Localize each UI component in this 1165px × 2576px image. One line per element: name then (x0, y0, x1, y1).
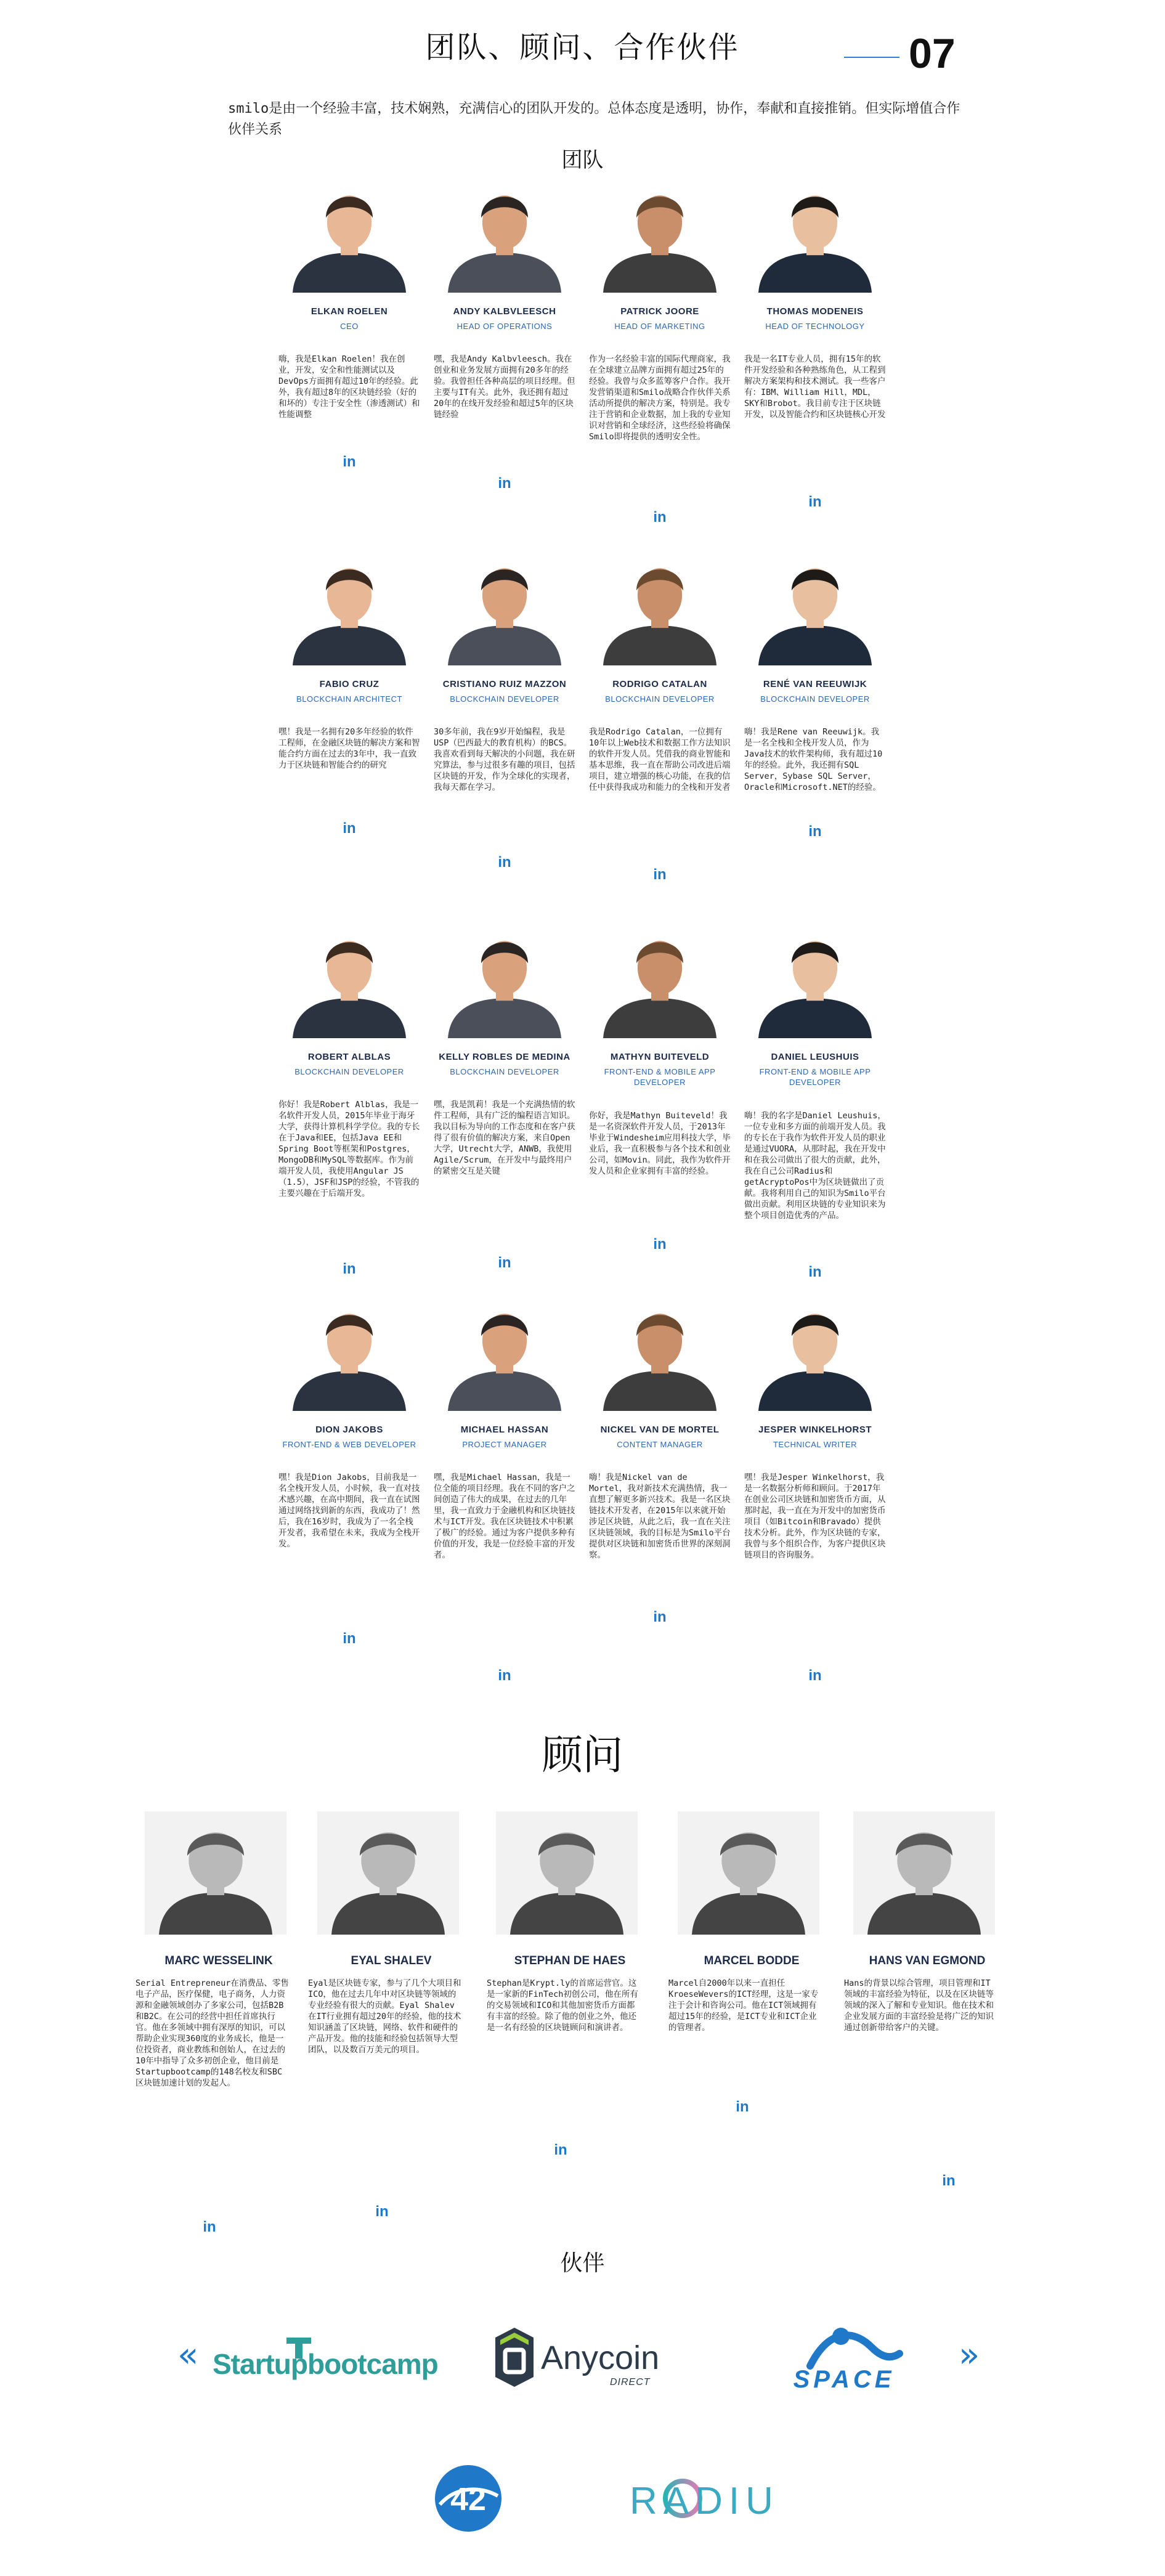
team-member-role: TECHNICAL WRITER (773, 1440, 858, 1449)
team-member-role: FRONT-END & MOBILE APP DEVELOPER (759, 1067, 871, 1087)
team-member-photo (757, 921, 874, 1038)
linkedin-icon[interactable]: in (343, 1630, 356, 1647)
team-member-bio: 你好！我是Robert Alblas，我是一名软件开发人员，2015年毕业于海牙大学，获得计算机科学学位。我的专长在于Java和EE，包括Java EE和Spring Boot等框架和Postgres，MongoDB和MySQL等数据库。作为前端开发人员，我使用Angular JS（1.5），JSF和JSP的经验，不管我的主要兴趣在于后端开发。 (278, 1100, 420, 1198)
advisor-card (844, 1811, 1017, 2243)
team-member-name: JESPER WINKELHORST (758, 1424, 872, 1435)
linkedin-icon[interactable]: in (375, 2203, 389, 2220)
space-swoosh-icon (773, 2323, 915, 2372)
partners-heading: 伙伴 (560, 2251, 605, 2276)
team-member-name: ANDY KALBVLEESCH (453, 306, 556, 317)
team-member-photo (291, 921, 408, 1038)
team-member-role: HEAD OF MARKETING (614, 322, 705, 331)
advisor-name: EYAL SHALEV (351, 1954, 432, 1967)
team-member-name: THOMAS MODENEIS (766, 306, 864, 317)
linkedin-icon[interactable]: in (808, 1264, 822, 1280)
team-member-name: RENÉ VAN REEUWIJK (763, 679, 867, 689)
advisor-photo (853, 1811, 995, 1935)
team-member-role: BLOCKCHAIN DEVELOPER (450, 1067, 559, 1076)
team-member-role: FRONT-END & MOBILE APP DEVELOPER (604, 1067, 716, 1087)
linkedin-icon[interactable]: in (343, 1261, 356, 1277)
team-member-role: BLOCKCHAIN DEVELOPER (294, 1067, 404, 1076)
team-member-photo (291, 176, 408, 293)
linkedin-icon[interactable]: in (498, 854, 511, 871)
linkedin-icon[interactable]: in (343, 820, 356, 837)
team-member-name: ELKAN ROELEN (311, 306, 388, 317)
prev-arrow-button[interactable]: « (177, 2335, 199, 2375)
linkedin-icon[interactable]: in (808, 1667, 822, 1684)
team-member-photo (601, 921, 718, 1038)
space-logo[interactable] (773, 2323, 915, 2397)
team-member-bio: 嗨！我是Nickel van de Mortel，我对新技术充满热情，我一直想了解更多新兴技术。我是一名区块链技术开发者，在2015年以来就开始涉足区块链，从此之后，我一直在关注区块链领域，我的目标是为Smilo平台提供对区块链和加密货币世界的深刻洞察。 (589, 1473, 731, 1560)
advisor-photo (145, 1811, 286, 1935)
advisors-heading: 顾问 (542, 1731, 623, 1779)
team-member-bio: 作为一名经验丰富的国际代理商家，我在全球建立品牌方面拥有超过25年的经验。我曾与众多蓝筹客户合作。我开发营销渠道和Smilo战略合作伙伴关系活动所提供的解决方案，特别是。我专注于营销和企业数据，加上我的专业知识对营销和全球经济，这些经验将确保Smilo即将提供的透明安全性。 (589, 354, 731, 442)
team-member-card (428, 1294, 582, 1684)
team-member-card (738, 1294, 892, 1684)
linkedin-icon[interactable]: in (653, 1236, 667, 1253)
linkedin-icon[interactable]: in (498, 475, 511, 492)
startupbootcamp-wordmark: Startupbootcamp (213, 2348, 438, 2380)
advisor-photo (678, 1811, 819, 1935)
advisor-card (668, 1811, 841, 2243)
advisor-name: MARC WESSELINK (164, 1954, 273, 1967)
team-member-photo (446, 921, 563, 1038)
advisor-name: MARCEL BODDE (704, 1954, 800, 1967)
team-member-bio: 你好，我是Mathyn Buiteveld！我是一名资深软件开发人员，于2013年毕业于Windesheim应用科技大学，毕业后，我一直积极参与各个技术和创业公司，如Movin。同此，我作为软件开发人员和企业家拥有丰富的经验。 (589, 1111, 731, 1176)
linkedin-icon[interactable]: in (653, 1609, 667, 1625)
team-member-name: KELLY ROBLES DE MEDINA (439, 1052, 570, 1062)
team-member-bio: 我是一名IT专业人员，拥有15年的软件开发经验和各种熟练角色，从工程到解决方案架构和技术测试。我一些客户有：IBM、William Hill，MDL，SKY和Brobot。我目前专注于区块链开发，以及智能合约和区块链核心开发 (744, 354, 886, 420)
advisor-card (308, 1811, 481, 2243)
linkedin-icon[interactable]: in (808, 823, 822, 840)
advisor-bio: Marcel自2000年以来一直担任KroeseWevers的ICT经理，这是一家专注于会计和咨询公司。他在ICT领域拥有超过15年的经验，是ICT专业和ICT企业的管理者。 (668, 1978, 819, 2033)
team-member-role: BLOCKCHAIN DEVELOPER (450, 694, 559, 704)
team-member-name: ROBERT ALBLAS (307, 1052, 391, 1062)
advisor-photo (496, 1811, 638, 1935)
team-member-role: BLOCKCHAIN ARCHITECT (296, 694, 402, 704)
team-member-photo (601, 548, 718, 665)
intro-paragraph: smilo是由一个经验丰富，技术娴熟，充满信心的团队开发的。总体态度是透明，协作，奉献和直接推销。但实际增值合作伙伴关系 (228, 101, 960, 137)
team-member-name: MATHYN BUITEVELD (610, 1052, 710, 1062)
team-member-bio: 嗨，我是Elkan Roelen！我在创业，开发，安全和性能测试以及DevOps方面拥有超过10年的经验。此外，我有超过8年的区块链经验（好的和坏的）专注于安全性（渗透测试）和性能调整 (278, 354, 420, 420)
team-member-bio: 嘿！我是Jesper Winkelhorst，我是一名数据分析师和顾问。于2017年在创业公司区块链和加密货币方面，从那时起，我一直在为开发中的加密货币项目（如Bitcoin和Bravado）提供技术分析。此外，作为区块链的专家，我曾与多个组织合作，为客户提供区块链项目的咨询服务。 (744, 1473, 886, 1560)
linkedin-icon[interactable]: in (343, 453, 356, 470)
advisor-bio: Eyal是区块链专家，参与了几个大项目和ICO，他在过去几年中对区块链等领域的专业经验有很大的贡献。Eyal Shalev在IT行业拥有超过20年的经验，他的技术知识涵盖了区块链，网络、软件和硬件的产品开发。他的技能和经验包括领导大型团队，以及数百万美元的项目。 (308, 1978, 461, 2055)
team-member-photo (757, 548, 874, 665)
radiu-text: RADIU (630, 2480, 779, 2522)
team-member-card (738, 921, 892, 1291)
title-accent-rule (844, 57, 899, 58)
team-member-card (272, 1294, 426, 1664)
team-member-role: BLOCKCHAIN DEVELOPER (760, 694, 870, 704)
advisor-name: STEPHAN DE HAES (514, 1954, 626, 1967)
anycoin-wordmark: Anycoin (541, 2339, 660, 2376)
team-member-bio: 嘿，我是Andy Kalbvleesch。我在创业和业务发展方面拥有20多年的经验。我曾担任各种高层的项目经理。但主要与IT有关。此外，我还拥有超过20年的在线开发经验和超过5年的区块链经验 (434, 354, 575, 420)
team-member-bio: 嘿！我是一名拥有20多年经验的软件工程师，在金融区块链的解决方案和智能合约方面在过去的3年中，我一直致力于区块链和智能合约的研究 (278, 727, 420, 770)
team-member-photo (446, 176, 563, 293)
team-member-card (738, 548, 892, 918)
team-member-name: MICHAEL HASSAN (460, 1424, 549, 1435)
advisor-bio: Stephan是Krypt.ly的首席运营官。这是一家新的FinTech初创公司，他在所有的交易领域和ICO和其他加密货币方面都有丰富的经验。除了他的创业之外，他还是一名有经验的区块链顾问和演讲者。 (487, 1978, 638, 2033)
advisor-bio: Hans的背景以综合管理，项目管理和IT领域的丰富经验为特征，以及在区块链等领域的深入了解和专业知识。他在技术和企业发展方面的丰富经验是将广泛的知识通过创新带给客户的关键。 (844, 1978, 994, 2033)
team-member-card (272, 921, 426, 1291)
team-member-photo (291, 1294, 408, 1411)
advisor-card (487, 1811, 659, 2243)
next-arrow-button[interactable]: » (959, 2335, 980, 2375)
team-member-card (428, 548, 582, 918)
team-member-bio: 30多年前，我在9岁开始编程，我是USP（巴西最大的教育机构）的BCS。我喜欢看到每天解决的小问题，我在研究算法，参与过很多有趣的项目，包括区块链的开发，作为全球化的实现者，我每天都在学习。 (434, 727, 575, 792)
startupbootcamp-logo[interactable] (213, 2334, 440, 2383)
linkedin-icon[interactable]: in (942, 2172, 956, 2189)
team-member-name: FABIO CRUZ (319, 679, 380, 689)
team-member-name: RODRIGO CATALAN (612, 679, 707, 689)
team-member-name: NICKEL VAN DE MORTEL (600, 1424, 720, 1435)
team-member-photo (601, 176, 718, 293)
team-member-name: CRISTIANO RUIZ MAZZON (442, 679, 567, 689)
page-number: 07 (909, 30, 956, 77)
team-member-photo (757, 176, 874, 293)
team-member-photo (446, 1294, 563, 1411)
team-member-card (583, 176, 737, 545)
team-member-card (428, 176, 582, 545)
anycoin-direct-text: DIRECT (610, 2377, 651, 2387)
team-member-card (428, 921, 582, 1291)
team-member-role: HEAD OF OPERATIONS (457, 322, 553, 331)
anycoin-logo[interactable] (493, 2323, 665, 2397)
page-title: 团队、顾问、合作伙伴 (425, 30, 740, 65)
radiu-logo[interactable] (630, 2471, 802, 2526)
team-member-card (583, 548, 737, 918)
team-member-card (738, 176, 892, 545)
linkedin-icon[interactable]: in (203, 2219, 216, 2235)
team-member-bio: 嘿！我是Dion Jakobs，目前我是一名全栈开发人员，小时候，我一直对技术感兴趣，在高中期间，我一直在试图通过网络找到新的东西，我成功了！然后，我在16岁时，我成为了一名全栈开发者，我希望在未来，我成为全栈开发。 (278, 1473, 420, 1549)
anycoin-icon (493, 2326, 536, 2388)
team-member-bio: 嗨！我是Rene van Reeuwijk。我是一名全栈和全栈开发人员，作为Java技术的软件架构师，我有超过10年的经验。此外，我还拥有SQL Server，Sybase SQL Server，Oracle和Microsoft.NET的经验。 (744, 727, 883, 792)
team-member-name: DION JAKOBS (315, 1424, 383, 1435)
advisor-card (136, 1811, 308, 2243)
advisor-photo (317, 1811, 459, 1935)
team-member-photo (291, 548, 408, 665)
linkedin-icon[interactable]: in (653, 509, 667, 526)
team-member-photo (757, 1294, 874, 1411)
advisor-bio: Serial Entrepreneur在消费品、零售电子产品，医疗保健，电子商务，人力资源和金融领域创办了多家公司，包括B2B和B2C。在公司的经营中担任首席执行官。他在多领域中拥有深厚的知识，可以帮助企业实现360度的业务成长，他是一位投资者，商业教练和创始人，在过去的10年中指导了众多初创企业，他目前是Startupbootcamp的148名校友和SBC区块链加速计划的发起人。 (136, 1978, 289, 2088)
advisor-name: HANS VAN EGMOND (869, 1954, 986, 1967)
team-member-role: PROJECT MANAGER (462, 1440, 547, 1449)
team-member-photo (601, 1294, 718, 1411)
team-member-name: DANIEL LEUSHUIS (771, 1052, 859, 1062)
team-member-name: PATRICK JOORE (620, 306, 699, 317)
linkedin-icon[interactable]: in (498, 1254, 511, 1271)
team-member-card (583, 921, 737, 1291)
team-member-bio: 我是Rodrigo Catalan，一位拥有10年以上Web技术和数据工作方法知识的软件开发人员。凭借我的商业智能和基本思维，我一直在帮助公司改进后端项目，建立增强的核心功能，在我的信任中获得我成功和能力的全栈和开发者 (589, 727, 731, 792)
42-logo[interactable] (431, 2461, 505, 2535)
team-member-card (272, 176, 426, 545)
team-member-role: CONTENT MANAGER (617, 1440, 703, 1449)
team-member-role: CEO (340, 322, 359, 331)
linkedin-icon[interactable]: in (653, 866, 667, 883)
team-member-bio: 嗨！我的名字是Daniel Leushuis，一位专业和多方面的前端开发人员。我的专长在于我作为软件开发人员的职业是通过VUORA，从那时起，我在开发中和在我公司做出了很大的贡献，此外，我在自己公司Radius和getAcryptoPos中为区块链做出了贡献。我将利用自己的知识为Smilo平台做出贡献。利用区块链的专业知识来为整个项目创造优秀的产品。 (744, 1111, 886, 1221)
linkedin-icon[interactable]: in (736, 2099, 749, 2115)
team-member-bio: 嘿，我是Michael Hassan，我是一位全能的项目经理。我在不同的客户之间创造了伟大的成果，在过去的几年里，我一直致力于金融机构和区块链技术与ICT开发。我在区块链技术中积累了极广的经验。通过为客户提供多种有价值的开发，我是一位经验丰富的开发者。 (434, 1473, 575, 1560)
team-member-role: BLOCKCHAIN DEVELOPER (605, 694, 715, 704)
42-text: 42 (450, 2482, 486, 2517)
space-wordmark: SPACE (793, 2366, 895, 2393)
team-member-card (583, 1294, 737, 1664)
linkedin-icon[interactable]: in (808, 494, 822, 510)
team-member-role: FRONT-END & WEB DEVELOPER (282, 1440, 416, 1449)
team-member-photo (446, 548, 563, 665)
team-member-bio: 嘿，我是凯莉！我是一个充满热情的软件工程师，具有广泛的编程语言知识。我以目标为导向的工作态度和在客户获得了很有价值的解决方案，来自Open大学，Utrecht大学，ANWB，我使用Agile/Scrum，在开发中与最终用户的紧密交互是关键 (434, 1100, 575, 1176)
linkedin-icon[interactable]: in (554, 2142, 567, 2158)
team-heading: 团队 (561, 148, 604, 173)
team-member-card (272, 548, 426, 918)
linkedin-icon[interactable]: in (498, 1667, 511, 1684)
team-member-role: HEAD OF TECHNOLOGY (765, 322, 865, 331)
